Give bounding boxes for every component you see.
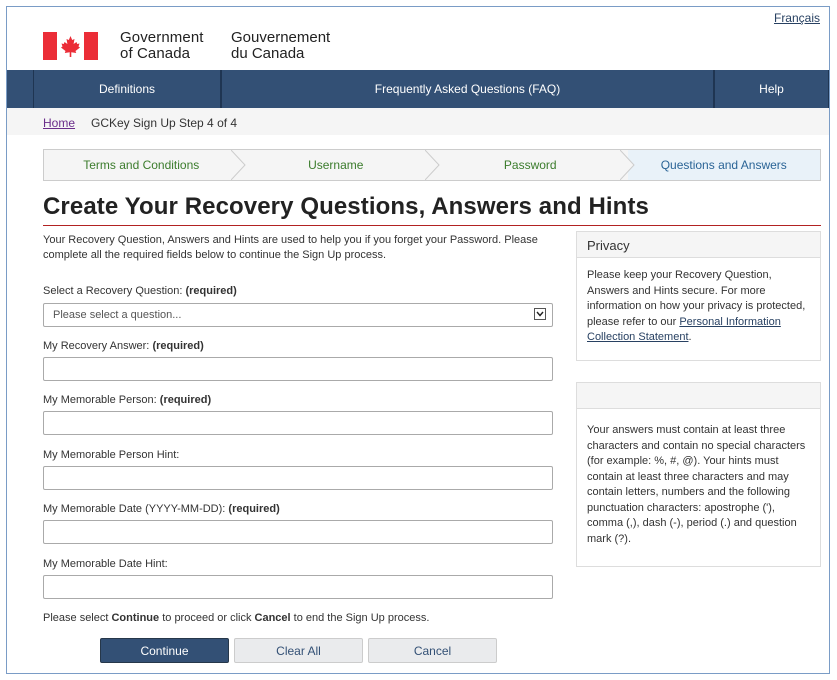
rules-panel-title [577,383,820,409]
instruction-note [43,612,429,624]
step-terms [44,150,239,180]
breadcrumb-home-link[interactable]: Home [43,116,76,130]
note-text: to proceed or click [159,612,255,624]
required-marker: (required) [228,503,280,515]
memorable-person-hint-input[interactable] [43,466,553,490]
recovery-question-select[interactable] [43,303,553,327]
memorable-date-input[interactable] [43,520,553,544]
date-hint-label: My Memorable Date Hint: [43,558,168,570]
canada-flag-icon [43,32,98,60]
person-label [43,394,211,406]
chevron-down-icon[interactable] [534,308,546,320]
rules-panel-body: Your answers must contain at least three characters and contain no special characters (for example: %, #, @). Your hints must contain at least three characters and may contain letters, numbers and the following punctuation characters: apostrophe ('), comma (,), dash (-), period (.) and question mark (?). [587,424,806,545]
note-text: to end the Sign Up process. [290,612,430,624]
note-cancel: Cancel [254,612,291,624]
required-marker: (required) [185,285,237,297]
label-text: My Memorable Date (YYYY-MM-DD): [43,503,226,515]
breadcrumb-current: GCKey Sign Up Step 4 of 4 [91,116,238,130]
label-text: My Recovery Answer: [43,340,150,352]
nav-definitions[interactable]: Definitions [33,70,221,108]
rules-panel [576,382,821,567]
note-text: Please select [43,612,112,624]
privacy-text: Please keep your Recovery Question, Answers and Hints secure. For more information on how your privacy is protected, please refer to our [587,269,806,328]
cancel-button[interactable]: Cancel [368,638,497,663]
language-toggle-link[interactable]: Français [773,11,820,25]
answer-label [43,340,204,352]
signature-english [120,30,204,62]
memorable-person-input[interactable] [43,411,553,435]
title-divider [43,225,821,226]
required-marker: (required) [152,340,204,352]
page-title: Create Your Recovery Questions, Answers and Hints [43,193,649,220]
label-text: My Memorable Person: [43,394,157,406]
signature-en-line2: of Canada [120,45,191,62]
clear-all-button[interactable]: Clear All [234,638,363,663]
progress-steps [43,149,821,181]
note-continue: Continue [111,612,160,624]
person-hint-label: My Memorable Person Hint: [43,449,180,461]
step-separator-icon [425,150,441,180]
signature-french [231,30,330,62]
question-label [43,285,237,297]
label-text: Select a Recovery Question: [43,285,183,297]
date-label [43,503,280,515]
step-separator-icon [231,150,247,180]
signature-en-line1: Government [120,29,204,46]
nav-help[interactable]: Help [714,70,829,108]
continue-button[interactable]: Continue [100,638,229,663]
memorable-date-hint-input[interactable] [43,575,553,599]
step-separator-icon [620,150,636,180]
step-username [239,150,434,180]
privacy-panel-title: Privacy [577,232,820,258]
step-questions-answers [628,150,821,180]
step-label: Username [308,158,364,172]
step-label: Password [503,158,557,172]
recovery-answer-input[interactable] [43,357,553,381]
privacy-panel [576,231,821,361]
nav-faq[interactable]: Frequently Asked Questions (FAQ) [221,70,714,108]
privacy-panel-body [577,258,820,356]
select-placeholder: Please select a question... [53,309,182,321]
signature-fr-line1: Gouvernement [231,29,331,46]
required-marker: (required) [159,394,212,406]
breadcrumb [7,108,829,135]
page-frame [6,6,830,674]
privacy-text-end: . [688,331,692,343]
step-password [433,150,628,180]
main-nav [7,70,829,108]
intro-text: Your Recovery Question, Answers and Hints are used to help you if you forget your Password. Please complete all the required fields below to continue the Sign Up process. [43,234,538,261]
step-label: Terms and Conditions [83,158,200,172]
privacy-statement-link[interactable]: Personal Information Collection Statement [587,315,781,343]
signature-fr-line2: du Canada [231,45,305,62]
step-label: Questions and Answers [660,158,787,172]
